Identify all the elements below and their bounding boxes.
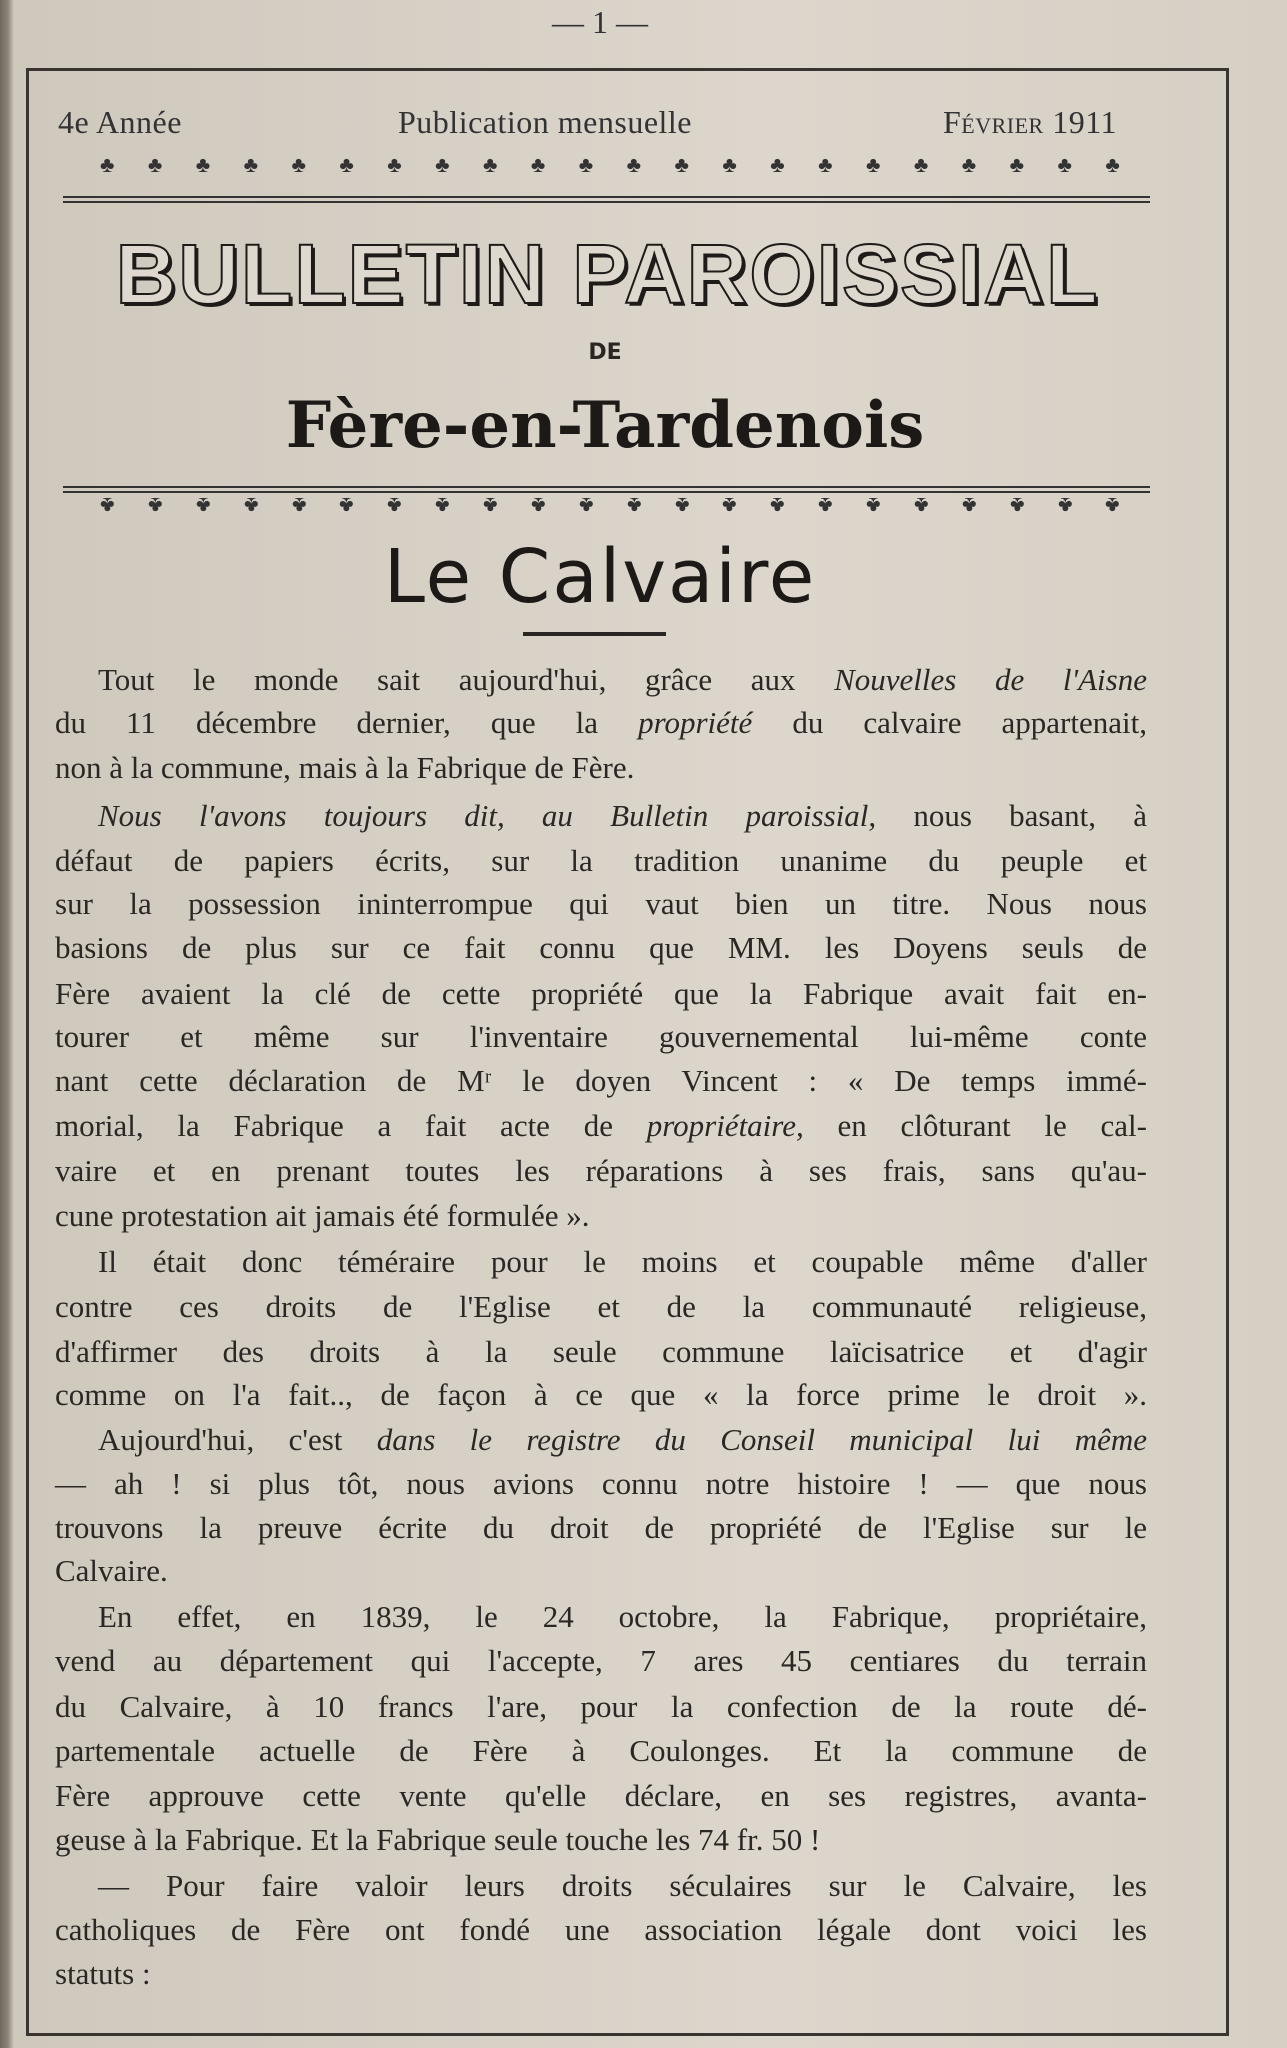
text-line bbox=[55, 1954, 1147, 1994]
fleuron-icon: ♣ bbox=[435, 152, 450, 177]
text-line bbox=[98, 796, 1147, 836]
text-segment: vaire et en prenant toutes les réparations à ses frais, sans qu'au- bbox=[55, 1153, 1147, 1188]
text-segment: — ah ! si plus tôt, nous avions connu notre histoire ! — que nous bbox=[55, 1466, 1147, 1501]
text-line bbox=[55, 1910, 1147, 1950]
text-line bbox=[98, 1597, 1147, 1637]
text-line bbox=[55, 884, 1147, 924]
fleuron-border-top bbox=[100, 152, 1120, 178]
text-segment: catholiques de Fère ont fondé une association légale dont voici les bbox=[55, 1912, 1147, 1947]
issue-date: Février 1911 bbox=[943, 104, 1118, 140]
text-segment: du Calvaire, à 10 francs l'are, pour la confection de la route dé- bbox=[55, 1689, 1147, 1724]
fleuron-icon: ♣ bbox=[866, 493, 881, 518]
italic-text: propriétaire, bbox=[646, 1108, 804, 1143]
text-segment: Fère avaient la clé de cette propriété que la Fabrique avait fait en- bbox=[55, 976, 1147, 1011]
text-segment: Fère approuve cette vente qu'elle déclare, en ses registres, avanta- bbox=[55, 1778, 1147, 1813]
text-line bbox=[55, 1061, 1147, 1101]
text-line bbox=[55, 1017, 1147, 1057]
fleuron-icon: ♣ bbox=[578, 152, 594, 177]
fleuron-icon: ♣ bbox=[1105, 493, 1120, 518]
fleuron-icon: ♣ bbox=[243, 493, 259, 518]
italic-text: Nouvelles de l'Aisne bbox=[834, 662, 1147, 697]
text-line bbox=[98, 1866, 1147, 1906]
fleuron-icon: ♣ bbox=[483, 493, 498, 518]
fleuron-icon: ♣ bbox=[674, 493, 689, 518]
text-line bbox=[55, 1641, 1147, 1681]
text-line bbox=[55, 1464, 1147, 1504]
text-segment: comme on l'a fait.., de façon à ce que « la force prime le droit ». bbox=[55, 1377, 1147, 1412]
year-label: 4e Année bbox=[58, 104, 182, 140]
text-segment: En effet, en 1839, le 24 octobre, la Fabrique, propriétaire, bbox=[98, 1599, 1147, 1634]
fleuron-icon: ♣ bbox=[818, 493, 833, 518]
text-line bbox=[55, 841, 1147, 881]
fleuron-icon: ♣ bbox=[626, 152, 642, 177]
fleuron-icon: ♣ bbox=[435, 493, 450, 518]
text-line bbox=[55, 1151, 1147, 1191]
text-line bbox=[55, 1332, 1147, 1372]
fleuron-icon: ♣ bbox=[626, 493, 642, 518]
text-line bbox=[55, 1776, 1147, 1816]
fleuron-icon: ♣ bbox=[530, 152, 546, 177]
text-segment: d'affirmer des droits à la seule commune laïcisatrice et d'agir bbox=[55, 1334, 1147, 1369]
fleuron-icon: ♣ bbox=[339, 493, 354, 518]
fleuron-icon: ♣ bbox=[195, 493, 211, 518]
text-segment: sur la possession ininterrompue qui vaut bien un titre. Nous nous bbox=[55, 886, 1147, 921]
fleuron-icon: ♣ bbox=[1057, 152, 1072, 177]
text-line bbox=[55, 703, 1147, 743]
fleuron-icon: ♣ bbox=[483, 152, 498, 177]
text-segment: nous basant, à bbox=[876, 798, 1147, 833]
masthead-title: BULLETIN PAROISSIAL bbox=[115, 227, 1100, 321]
masthead-de: DE bbox=[588, 340, 622, 365]
italic-text: dans le registre du Conseil municipal lui même bbox=[376, 1422, 1147, 1457]
text-segment: défaut de papiers écrits, sur la tradition unanime du peuple et bbox=[55, 843, 1147, 878]
fleuron-icon: ♣ bbox=[1105, 152, 1120, 177]
text-segment: tourer et même sur l'inventaire gouvernemental lui-même conte bbox=[55, 1019, 1147, 1054]
text-line bbox=[55, 1551, 1147, 1591]
fleuron-icon: ♣ bbox=[961, 152, 977, 177]
fleuron-icon: ♣ bbox=[195, 152, 211, 177]
text-segment: basions de plus sur ce fait connu que MM. les Doyens seuls de bbox=[55, 930, 1147, 965]
page-number: — 1 — bbox=[552, 4, 648, 40]
text-segment: cune protestation ait jamais été formulée ». bbox=[55, 1198, 590, 1233]
text-segment: trouvons la preuve écrite du droit de propriété de l'Eglise sur le bbox=[55, 1510, 1147, 1545]
text-line bbox=[55, 1731, 1147, 1771]
fleuron-icon: ♣ bbox=[578, 493, 594, 518]
text-line bbox=[55, 1106, 1147, 1146]
text-segment: Aujourd'hui, c'est bbox=[98, 1422, 377, 1457]
fleuron-icon: ♣ bbox=[387, 152, 402, 177]
fleuron-icon: ♣ bbox=[674, 152, 689, 177]
text-segment: — Pour faire valoir leurs droits séculaires sur le Calvaire, les bbox=[98, 1868, 1147, 1903]
fleuron-icon: ♣ bbox=[387, 493, 402, 518]
fleuron-icon: ♣ bbox=[1009, 152, 1025, 177]
publication-label: Publication mensuelle bbox=[398, 104, 692, 140]
fleuron-icon: ♣ bbox=[100, 493, 115, 518]
text-line bbox=[55, 1820, 1147, 1860]
fleuron-icon: ♣ bbox=[530, 493, 546, 518]
fleuron-icon: ♣ bbox=[913, 152, 929, 177]
text-line bbox=[98, 1420, 1147, 1460]
fleuron-icon: ♣ bbox=[1009, 493, 1025, 518]
text-segment: en clôturant le cal- bbox=[803, 1108, 1147, 1143]
fleuron-icon: ♣ bbox=[722, 493, 737, 518]
text-segment: geuse à la Fabrique. Et la Fabrique seule touche les 74 fr. 50 ! bbox=[55, 1822, 821, 1857]
italic-text: propriété bbox=[638, 705, 753, 740]
text-line bbox=[55, 1196, 1147, 1236]
text-line bbox=[55, 974, 1147, 1014]
text-segment: du calvaire appartenait, bbox=[752, 705, 1147, 740]
text-line bbox=[55, 748, 1147, 788]
text-segment: contre ces droits de l'Eglise et de la communauté religieuse, bbox=[55, 1289, 1147, 1324]
text-segment: Calvaire. bbox=[55, 1553, 168, 1588]
fleuron-icon: ♣ bbox=[291, 493, 306, 518]
fleuron-icon: ♣ bbox=[100, 152, 115, 177]
text-segment: morial, la Fabrique a fait acte de bbox=[55, 1108, 647, 1143]
text-line bbox=[55, 1287, 1147, 1327]
fleuron-icon: ♣ bbox=[818, 152, 833, 177]
title-underline bbox=[523, 632, 666, 636]
text-line bbox=[55, 1375, 1147, 1415]
fleuron-border-bottom bbox=[100, 492, 1120, 518]
text-line bbox=[98, 1242, 1147, 1282]
text-line bbox=[98, 660, 1147, 700]
fleuron-icon: ♣ bbox=[147, 152, 163, 177]
fleuron-icon: ♣ bbox=[866, 152, 881, 177]
article-title: Le Calvaire bbox=[383, 534, 817, 620]
fleuron-icon: ♣ bbox=[147, 493, 163, 518]
text-segment: vend au département qui l'accepte, 7 ares 45 centiares du terrain bbox=[55, 1643, 1147, 1678]
italic-text: Nous l'avons toujours dit, au Bulletin paroissial, bbox=[98, 798, 877, 833]
fleuron-icon: ♣ bbox=[913, 493, 929, 518]
text-segment: Il était donc téméraire pour le moins et coupable même d'aller bbox=[98, 1244, 1147, 1279]
fleuron-icon: ♣ bbox=[770, 493, 785, 518]
double-rule-top bbox=[63, 196, 1150, 203]
text-segment: nant cette déclaration de Mʳ le doyen Vincent : « De temps immé- bbox=[55, 1063, 1147, 1098]
text-segment: statuts : bbox=[55, 1956, 151, 1991]
text-line bbox=[55, 1687, 1147, 1727]
text-segment: non à la commune, mais à la Fabrique de Fère. bbox=[55, 750, 635, 785]
text-segment: partementale actuelle de Fère à Coulonges. Et la commune de bbox=[55, 1733, 1147, 1768]
fleuron-icon: ♣ bbox=[339, 152, 354, 177]
fleuron-icon: ♣ bbox=[1057, 493, 1072, 518]
fleuron-icon: ♣ bbox=[291, 152, 306, 177]
fleuron-icon: ♣ bbox=[722, 152, 737, 177]
text-segment: du 11 décembre dernier, que la bbox=[55, 705, 639, 740]
fleuron-icon: ♣ bbox=[243, 152, 259, 177]
text-line bbox=[55, 928, 1147, 968]
fleuron-icon: ♣ bbox=[770, 152, 785, 177]
text-segment: Tout le monde sait aujourd'hui, grâce aux bbox=[98, 662, 835, 697]
masthead-town: Fère-en-Tardenois bbox=[285, 388, 925, 463]
fleuron-icon: ♣ bbox=[961, 493, 977, 518]
text-line bbox=[55, 1508, 1147, 1548]
